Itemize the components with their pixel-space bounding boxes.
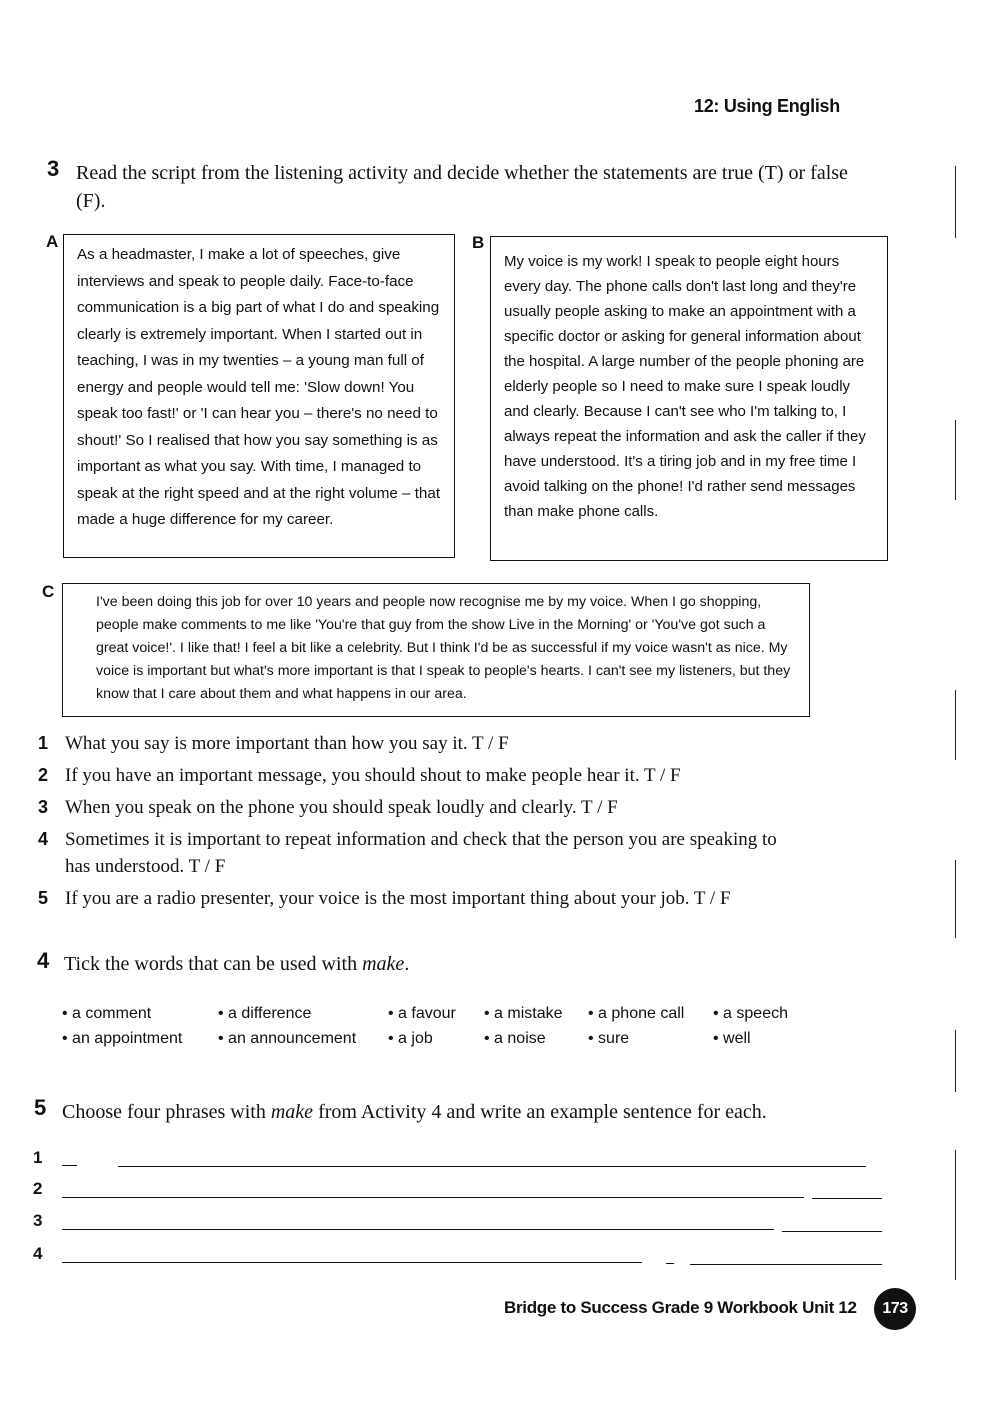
box-b-text: My voice is my work! I speak to people eight hours every day. The phone calls don't last long and they're usually people asking to make an appointment with a specific doctor or asking for general information about the hospital. A large number of the people phoning are elderly people so I need to make sure I speak loudly and clearly. Because I can't see who I'm talking to, I always repeat the information and ask the caller if they have understood. It's a tiring job and in my free time I avoid talking on the phone! I'd rather send messages than make phone calls.: [504, 253, 866, 520]
word-item[interactable]: • an announcement: [218, 1030, 357, 1047]
answer-line-1-start: [62, 1165, 77, 1166]
box-a-text: As a headmaster, I make a lot of speeches, give interviews and speak to people daily. Face-to-face communication is a big part of what I do and speaking clearly is extremely important. When I started out in teaching, I was in my twenties – a young man full of energy and people would tell me: 'Slow down! You speak too fast!' or 'I can hear you – there's no need to shout!' So I realised that how you say something is as important as what you say. With time, I managed to speak at the right speed and at the right volume – that made a huge difference for my career.: [77, 246, 441, 528]
scan-margin-mark: [955, 690, 956, 760]
word-item[interactable]: • a comment: [62, 1005, 152, 1022]
box-b-letter: B: [472, 233, 485, 252]
word-item[interactable]: • a favour: [388, 1005, 456, 1022]
statements-list: [38, 730, 805, 912]
instruction-keyword: make: [362, 953, 405, 975]
answer-line-1[interactable]: [118, 1166, 866, 1167]
scan-margin-mark: [955, 420, 956, 500]
answer-line-2[interactable]: [62, 1197, 804, 1198]
box-c: [62, 583, 810, 717]
activity-5-instruction: [62, 1098, 862, 1126]
answer-line-number: 3: [33, 1211, 43, 1230]
word-item[interactable]: • a phone call: [588, 1005, 685, 1022]
word-item[interactable]: • a difference: [218, 1005, 312, 1022]
statement-text: If you are a radio presenter, your voice is the most important thing about your job. T / F: [65, 888, 731, 909]
box-a-letter: A: [46, 232, 59, 251]
word-box: [62, 1005, 802, 1055]
instruction-suffix: .: [404, 953, 410, 975]
statement-number: 5: [38, 888, 49, 908]
activity-5-number: 5: [34, 1095, 47, 1120]
instruction-text: Choose four phrases with: [62, 1101, 271, 1123]
activity-4-instruction: [64, 950, 409, 978]
statement-2: [38, 762, 805, 789]
word-item[interactable]: • an appointment: [62, 1030, 183, 1047]
instruction-keyword: make: [270, 1101, 314, 1123]
word-item[interactable]: • a job: [388, 1030, 433, 1047]
box-c-letter: C: [42, 582, 55, 601]
statement-text: Sometimes it is important to repeat information and check that the person you are speaking to has understood. T / F: [65, 829, 777, 877]
statement-text: When you speak on the phone you should speak loudly and clearly. T / F: [65, 797, 618, 818]
instruction-suffix: from Activity 4 and write an example sentence for each.: [313, 1101, 767, 1123]
word-item[interactable]: • sure: [588, 1030, 630, 1047]
answer-line-4[interactable]: [62, 1262, 642, 1263]
word-item[interactable]: • a noise: [484, 1030, 546, 1047]
statement-text: If you have an important message, you should shout to make people hear it. T / F: [65, 765, 681, 786]
instruction-text: Tick the words that can be used with: [64, 953, 363, 975]
statement-1: [38, 730, 805, 757]
page-number-badge: 173: [874, 1288, 916, 1330]
answer-line-number: 1: [33, 1148, 43, 1167]
statement-number: 3: [38, 797, 49, 817]
statement-5: [38, 885, 805, 912]
section-title: 12: Using English: [694, 96, 840, 116]
box-a: [63, 234, 455, 558]
scan-margin-mark: [955, 1150, 956, 1280]
statement-number: 2: [38, 765, 49, 785]
answer-line-3-end: [782, 1231, 882, 1232]
answer-line-4-end: [690, 1264, 882, 1265]
scan-margin-mark: [955, 1030, 956, 1092]
scan-margin-mark: [955, 860, 956, 938]
activity-4-number: 4: [37, 948, 50, 973]
box-c-text: I've been doing this job for over 10 years and people now recognise me by my voice. When I go shopping, people make comments to me like 'You're that guy from the show Live in the Morning' or 'You've got such a great voice!'. I like that! I feel a bit like a celebrity. But I think I'd be as successful if my voice wasn't as nice. My voice is important but what's more important is that I speak to people's hearts. I can't see my listeners, but they know that I care about them and what happens in our area.: [96, 594, 791, 702]
activity-3-instruction: Read the script from the listening activity and decide whether the statements are true (T) or false (F).: [76, 162, 848, 212]
answer-line-3[interactable]: [62, 1229, 774, 1230]
activity-3-number: 3: [47, 156, 60, 181]
footer-book-title: Bridge to Success Grade 9 Workbook Unit 12: [504, 1298, 857, 1317]
word-item[interactable]: • well: [713, 1030, 751, 1047]
answer-line-number: 4: [33, 1244, 43, 1263]
word-item[interactable]: • a speech: [713, 1005, 788, 1022]
answer-line-4-dash: [666, 1263, 674, 1264]
word-item[interactable]: • a mistake: [484, 1005, 563, 1022]
statement-4: [38, 826, 785, 880]
scan-margin-mark: [955, 166, 956, 238]
statement-3: [38, 794, 805, 821]
statement-text: What you say is more important than how you say it. T / F: [65, 733, 509, 754]
box-b: [490, 236, 888, 561]
statement-number: 1: [38, 733, 49, 753]
answer-line-number: 2: [33, 1179, 43, 1198]
answer-line-2-end: [812, 1198, 882, 1199]
statement-number: 4: [38, 829, 49, 849]
